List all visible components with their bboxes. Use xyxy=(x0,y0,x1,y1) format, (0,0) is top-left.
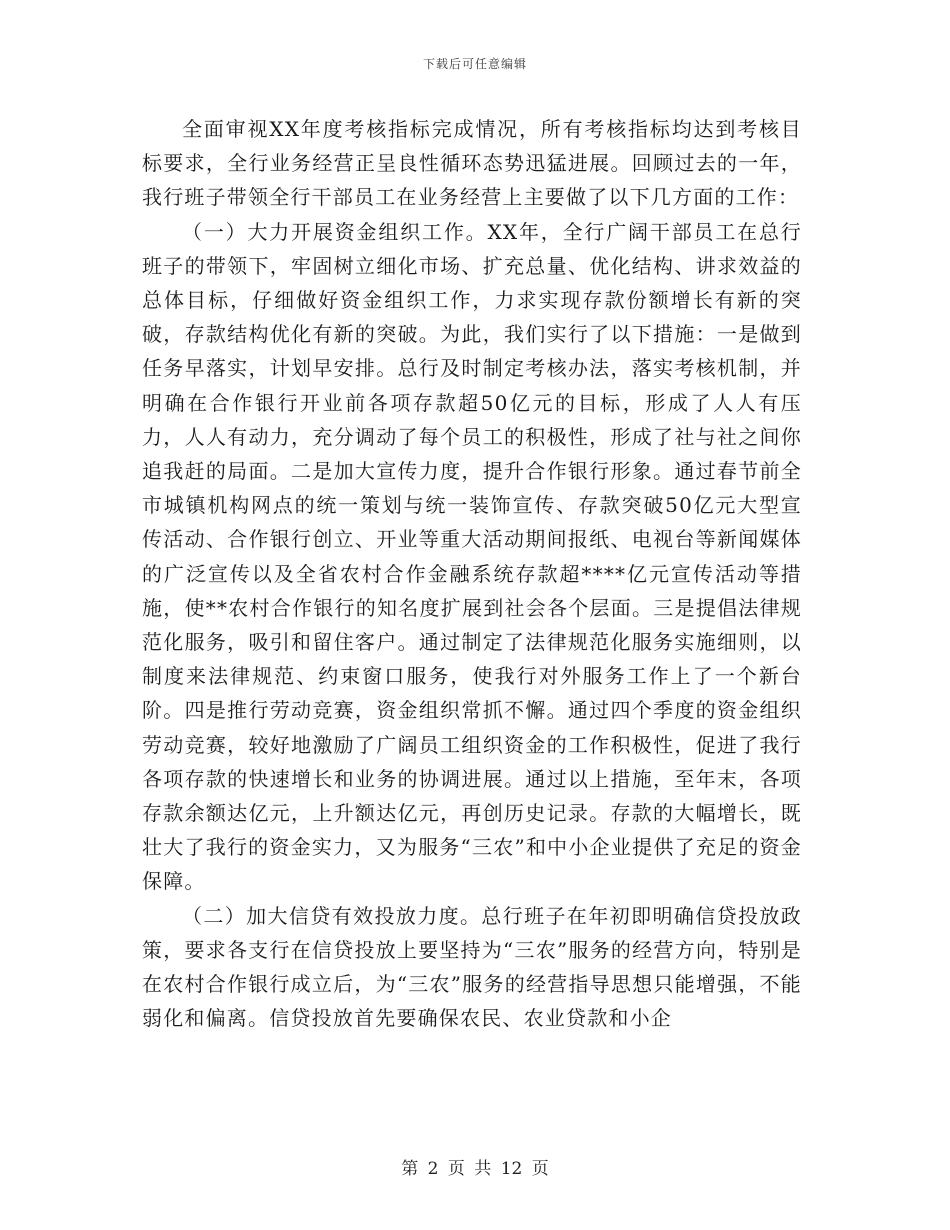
document-body xyxy=(142,112,802,1035)
header-note: 下载后可任意编辑 xyxy=(422,57,527,71)
paragraph-section-2: （二）加大信贷有效投放力度。总行班子在年初即明确信贷投放政策，要求各支行在信贷投放上要坚持为“三农”服务的经营方向，特别是在农村合作银行成立后，为“三农”服务的经营指导思想只能增强，不能弱化和偏离。信贷投放首先要确保农民、农业贷款和小企 xyxy=(142,903,802,1031)
page-number: 第 2 页 共 12 页 xyxy=(401,1159,549,1179)
paragraph-intro: 全面审视XX年度考核指标完成情况，所有考核指标均达到考核目标要求，全行业务经营正呈良性循环态势迅猛进展。回顾过去的一年，我行班子带领全行干部员工在业务经营上主要做了以下几方面的工作： xyxy=(142,117,802,210)
paragraph-section-1: （一）大力开展资金组织工作。XX年，全行广阔干部员工在总行班子的带领下，牢固树立细化市场、扩充总量、优化结构、讲求效益的总体目标，仔细做好资金组织工作，力求实现存款份额增长有新的突破，存款结构优化有新的突破。为此，我们实行了以下措施：一是做到任务早落实，计划早安排。总行及时制定考核办法，落实考核机制，并明确在合作银行开业前各项存款超50亿元的目标，形成了人人有压力，人人有动力，充分调动了每个员工的积极性，形成了社与社之间你追我赶的局面。二是加大宣传力度，提升合作银行形象。通过春节前全市城镇机构网点的统一策划与统一装饰宣传、存款突破50亿元大型宣传活动、合作银行创立、开业等重大活动期间报纸、电视台等新闻媒体的广泛宣传以及全省农村合作金融系统存款超****亿元宣传活动等措施，使**农村合作银行的知名度扩展到社会各个层面。三是提倡法律规范化服务，吸引和留住客户。通过制定了法律规范化服务实施细则，以制度来法律规范、约束窗口服务，使我行对外服务工作上了一个新台阶。四是推行劳动竞赛，资金组织常抓不懈。通过四个季度的资金组织劳动竞赛，较好地激励了广阔员工组织资金的工作积极性，促进了我行各项存款的快速增长和业务的协调进展。通过以上措施，至年末，各项存款余额达亿元，上升额达亿元，再创历史记录。存款的大幅增长，既壮大了我行的资金实力，又为服务“三农”和中小企业提供了充足的资金保障。 xyxy=(142,219,802,894)
